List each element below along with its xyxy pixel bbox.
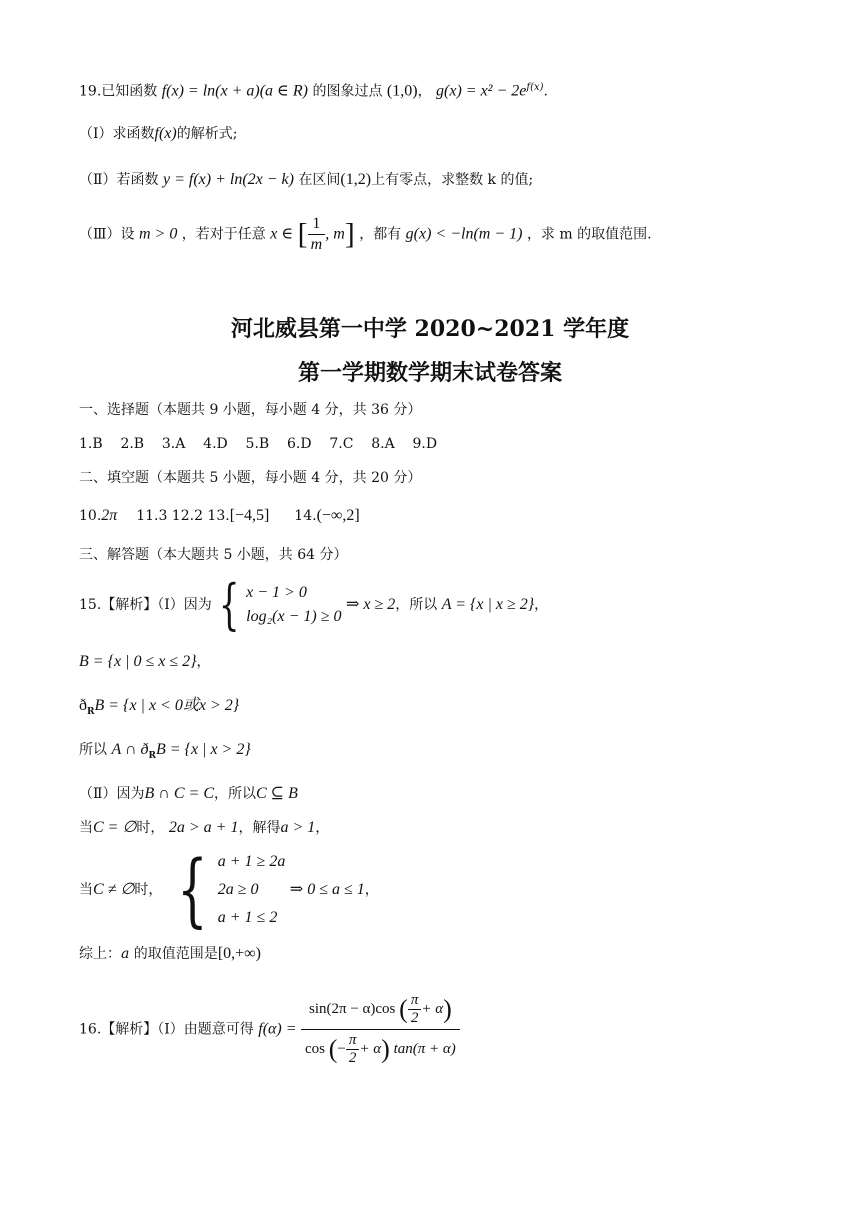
s15-case-nonempty: 当C ≠ ∅时， { a + 1 ≥ 2a 2a ≥ 0 a + 1 ≤ 2 ⇒ 0 ≤ a ≤ 1， xyxy=(79,843,379,936)
big-fraction: sin(2π − α)cos ( $\frac{\pi}{2}$ + α) cos (− $\frac{\pi}{2}$ + α) tan(π + α) xyxy=(301,990,460,1069)
f-definition: f(x) = ln(x + a)(a ∈ R) xyxy=(161,82,308,100)
s15-part2: （Ⅱ）因为B ∩ C = C，所以C ⊆ B xyxy=(79,785,298,802)
section-1-answers: 1.B 2.B 3.A 4.D 5.B 6.D 7.C 8.A 9.D xyxy=(79,436,438,452)
page-subtitle: 第一学期数学期末试卷答案 xyxy=(297,360,562,386)
q19-part3: （Ⅲ）设 m > 0 ，若对于任意 x ∈ [ $\frac{1}{m}$ , m] ，都有 g(x) < −ln(m − 1) ，求 m 的取值范围. xyxy=(79,215,652,253)
q19-intro: 19.已知函数 f(x) = ln(x + a)(a ∈ R) 的图象过点 (1,0)， $g(x) = x^2 - 2e^{f(x)}$. xyxy=(79,82,548,100)
page-title: 河北威县第一中学 2020~2021 学年度 xyxy=(230,316,630,342)
g-definition: g(x) = x² − 2e xyxy=(436,82,527,100)
q19-part1: （Ⅰ）求函数f(x)的解析式; xyxy=(79,125,238,142)
section-2-answers: 10.2π 11.3 12.2 13.[−4,5] 14.(−∞,2] xyxy=(79,507,360,524)
s15-intersection: 所以 A ∩ $ð_RB = \{x$ | x > 2} xyxy=(79,741,251,761)
s15-part1: 15.【解析】（Ⅰ）因为 { x − 1 > 0 log₂(x − 1) ≥ 0 ⇒ x ≥ 2，所以 A = {x | x ≥ 2}， xyxy=(79,573,549,636)
s16-part1: 16.【解析】（Ⅰ）由题意可得 f(α) = sin(2π − α)cos ( $\frac{\pi}{2}$ + α) cos (− $\frac{\pi}{2}$ + α) tan(π + α) xyxy=(79,990,460,1069)
section-1-heading: 一、选择题（本题共 9 小题，每小题 4 分，共 36 分） xyxy=(79,402,422,418)
s15-case-empty: 当C = ∅时， 2a > a + 1，解得a > 1， xyxy=(79,819,330,836)
s15-set-B: B = {x | 0 ≤ x ≤ 2}， xyxy=(79,653,211,670)
section-3-heading: 三、解答题（本大题共 5 小题，共 64 分） xyxy=(79,547,348,563)
fraction-1-over-m: $\frac{1}{m}$ xyxy=(308,214,326,255)
point: (1,0) xyxy=(386,82,418,100)
section-2-heading: 二、填空题（本题共 5 小题，每小题 4 分，共 20 分） xyxy=(79,470,422,486)
q19-part2: （Ⅱ）若函数 y = f(x) + ln(2x − k) 在区间(1,2)上有零点，求整数 k 的值; xyxy=(79,171,534,188)
s15-conclusion: 综上：a 的取值范围是[0,+∞) xyxy=(79,945,261,962)
s15-complement-B: $ð_RB = \{x$ | x < 0或x > 2} xyxy=(79,697,240,717)
